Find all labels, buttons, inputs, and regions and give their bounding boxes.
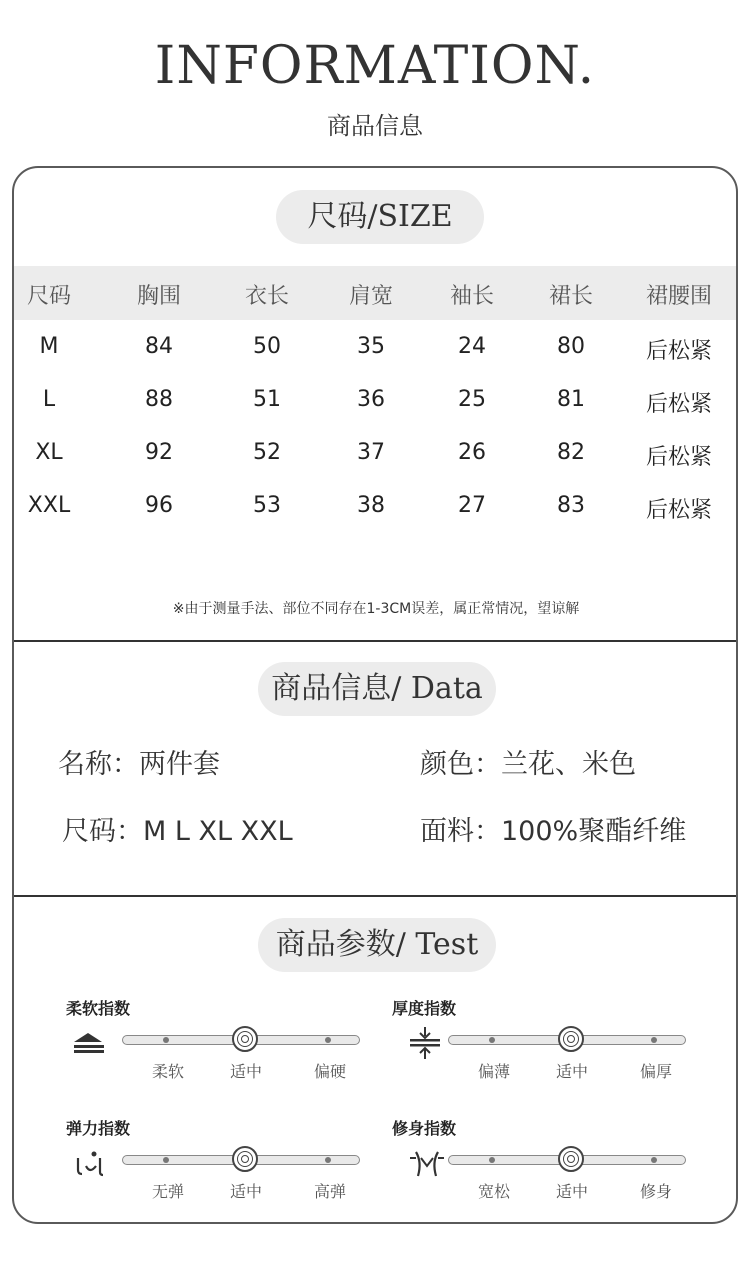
thickness-slider[interactable] — [448, 1035, 686, 1045]
table-cell: L — [42, 387, 56, 412]
slider-tick — [163, 1157, 169, 1163]
softness-icon — [70, 1028, 108, 1058]
info-card — [12, 166, 738, 1224]
measurement-note: ※由于测量手法、部位不同存在1-3CM误差，属正常情况，望谅解 — [172, 601, 580, 617]
test-section-title: 商品参数/ Test — [258, 918, 496, 972]
slider-tick — [651, 1157, 657, 1163]
softness-slider[interactable] — [122, 1035, 360, 1045]
slider-tick — [489, 1157, 495, 1163]
column-header: 衣长 — [244, 284, 289, 309]
product-name: 名称：两件套 — [58, 749, 220, 780]
column-header: 裙长 — [548, 284, 593, 309]
thickness-icon — [406, 1026, 444, 1056]
tick-label: 适中 — [229, 1182, 262, 1201]
table-cell: 后松紧 — [645, 445, 712, 470]
tick-label: 无弹 — [151, 1182, 184, 1201]
table-cell: 35 — [357, 334, 385, 359]
page-subtitle: 商品信息 — [327, 112, 423, 140]
fit-slider[interactable] — [448, 1155, 686, 1165]
column-header: 胸围 — [136, 284, 181, 309]
table-cell: 53 — [253, 493, 281, 518]
table-cell: 92 — [145, 440, 173, 465]
data-section-title: 商品信息/ Data — [258, 662, 496, 716]
tick-label: 高弹 — [313, 1182, 346, 1201]
table-cell: 26 — [458, 440, 486, 465]
elasticity-slider[interactable] — [122, 1155, 360, 1165]
table-cell: 24 — [458, 334, 486, 359]
section-divider — [14, 640, 738, 642]
table-cell: 50 — [253, 334, 281, 359]
table-cell: 后松紧 — [645, 498, 712, 523]
table-cell: 25 — [458, 387, 486, 412]
size-table-header — [14, 266, 738, 320]
tick-label: 宽松 — [477, 1182, 510, 1201]
slider-knob[interactable] — [558, 1026, 584, 1052]
slider-tick — [163, 1037, 169, 1043]
elasticity-label: 弹力指数 — [66, 1119, 131, 1138]
table-cell: 后松紧 — [645, 339, 712, 364]
product-fabric: 面料：100%聚酯纤维 — [420, 816, 687, 847]
column-header: 尺码 — [26, 284, 71, 309]
table-cell: 51 — [253, 387, 281, 412]
fit-label: 修身指数 — [392, 1119, 457, 1138]
elasticity-icon — [72, 1148, 110, 1178]
column-header: 肩宽 — [348, 284, 393, 309]
table-cell: 80 — [557, 334, 585, 359]
table-cell: M — [39, 334, 59, 359]
table-cell: 27 — [458, 493, 486, 518]
table-cell: 38 — [357, 493, 385, 518]
table-cell: 52 — [253, 440, 281, 465]
product-sizes: 尺码：M L XL XXL — [62, 816, 293, 847]
softness-label: 柔软指数 — [66, 999, 131, 1018]
column-header: 袖长 — [449, 284, 494, 309]
tick-label: 适中 — [555, 1062, 588, 1081]
tick-label: 偏硬 — [313, 1062, 346, 1081]
slider-tick — [489, 1037, 495, 1043]
table-cell: 83 — [557, 493, 585, 518]
product-color: 颜色：兰花、米色 — [420, 749, 636, 780]
table-cell: 后松紧 — [645, 392, 712, 417]
table-cell: 96 — [145, 493, 173, 518]
table-cell: 84 — [145, 334, 173, 359]
table-cell: 81 — [557, 387, 585, 412]
table-cell: XL — [35, 440, 63, 465]
tick-label: 修身 — [639, 1182, 672, 1201]
size-section-title: 尺码/SIZE — [276, 190, 484, 244]
tick-label: 偏厚 — [639, 1062, 672, 1081]
slider-tick — [325, 1037, 331, 1043]
column-header: 裙腰围 — [645, 284, 712, 309]
slider-knob[interactable] — [232, 1146, 258, 1172]
table-cell: XXL — [27, 493, 71, 518]
tick-label: 柔软 — [151, 1062, 184, 1081]
table-cell: 37 — [357, 440, 385, 465]
thickness-label: 厚度指数 — [392, 999, 457, 1018]
table-cell: 36 — [357, 387, 385, 412]
slider-knob[interactable] — [558, 1146, 584, 1172]
fit-icon — [408, 1148, 446, 1178]
tick-label: 偏薄 — [477, 1062, 510, 1081]
slider-tick — [651, 1037, 657, 1043]
tick-label: 适中 — [229, 1062, 262, 1081]
page-title: INFORMATION. — [154, 36, 596, 96]
slider-knob[interactable] — [232, 1026, 258, 1052]
slider-tick — [325, 1157, 331, 1163]
tick-label: 适中 — [555, 1182, 588, 1201]
table-cell: 82 — [557, 440, 585, 465]
table-cell: 88 — [145, 387, 173, 412]
section-divider — [14, 895, 738, 897]
